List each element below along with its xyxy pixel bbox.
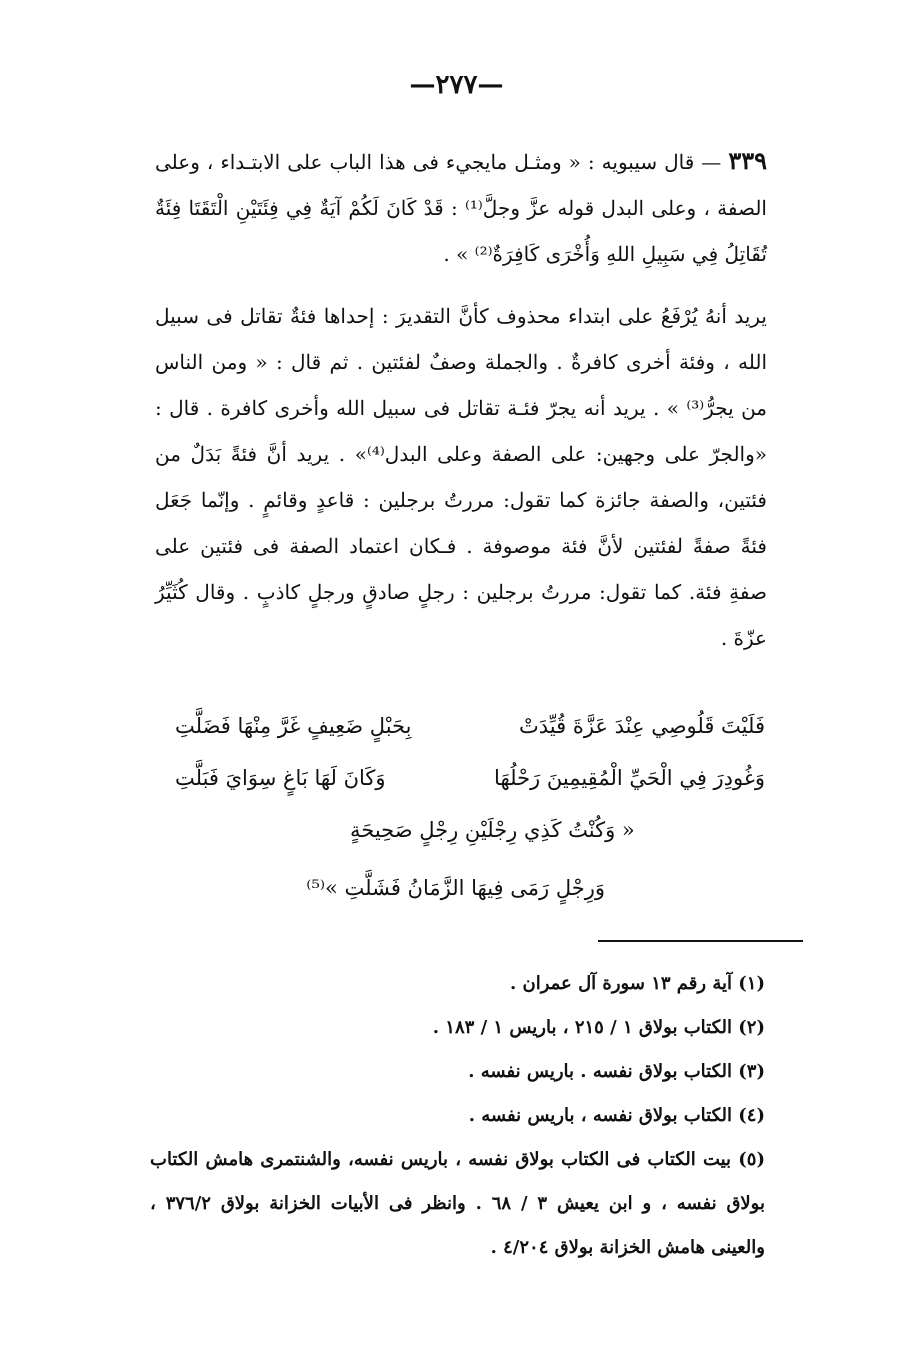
footnote-divider xyxy=(598,940,803,942)
footnotes xyxy=(150,962,765,1270)
footnote-5: (٥) بيت الكتاب فى الكتاب بولاق نفسه ، باريس نفسه، والشنتمرى هامش الكتاب بولاق نفسه ، و ابن يعيش ٣ / ٦٨ . وانظر فى الأبيات الخزانة بولاق ٣٧٦/٢ ، والعينى هامش الخزانة بولاق ٤/٢٠٤ . xyxy=(150,1149,765,1258)
verse-hemistich-second: بِحَبْلٍ ضَعِيفٍ غَرَّ مِنْهَا فَضَلَّتِ xyxy=(175,714,412,738)
footnote-2: (٢) الكتاب بولاق ١ / ٢١٥ ، باريس ١ / ١٨٣ . xyxy=(432,1017,765,1038)
footnote-3: (٣) الكتاب بولاق نفسه . باريس نفسه . xyxy=(468,1061,765,1082)
verse-line-3: « وَكُنْتُ كَذِي رِجْلَيْنِ رِجْلٍ صَحِيحَةٍ xyxy=(350,818,635,842)
verse-line-2 xyxy=(175,752,765,804)
footnote-1: (١) آية رقم ١٣ سورة آل عمران . xyxy=(509,973,765,994)
page-number: —٢٧٧— xyxy=(409,70,504,100)
verse-hemistich-first: فَلَيْتَ قَلُوصِي عِنْدَ عَزَّةَ قُيِّدَتْ xyxy=(518,714,765,738)
verse-line-1 xyxy=(175,700,765,752)
paragraph-339 xyxy=(155,138,767,277)
verse-line-4: وَرِجْلٍ رَمَى فِيهَا الزَّمَانُ فَشَلَّتِ »⁽⁵⁾ xyxy=(306,876,605,900)
paragraph-number: ٣٣٩ xyxy=(728,146,767,175)
verse-hemistich-second: وَكَانَ لَهَا بَاغٍ سِوَايَ فَبَلَّتِ xyxy=(175,766,386,790)
main-text xyxy=(155,138,767,661)
verse-hemistich-first: وَغُودِرَ فِي الْحَيِّ الْمُقِيمِينَ رَحْلُهَا xyxy=(494,766,765,790)
paragraph-commentary: يريد أنهُ يُرْفَعُ على ابتداء محذوف كأنَّ التقديرَ : إحداها فئةٌ تقاتل فى سبيل الله ، وفئة أخرى كافرةٌ . والجملة وصفٌ لفئتين . ثم قال : « ومن الناس من يجرُّ⁽³⁾ » . يريد أنه يجرّ فئـة تقاتل فى سبيل الله وأخرى كافرة . قال : «والجرّ على وجهين: على الصفة وعلى البدل⁽⁴⁾» . يريد أنَّ فئةً بَدَلٌ من فئتين، والصفة جائزة كما تقول: مررتُ برجلين : قاعدٍ وقائمٍ . وإنّما جَعَل فئةً صفةً لفئتين لأنَّ فئة موصوفة . فـكان اعتماد الصفة فى فئتين على صفةِ فئة. كما تقول: مررتُ برجلين : رجلٍ صادقٍ ورجلٍ كاذبٍ . وقال كُثَيِّرُ عزّةَ . xyxy=(155,304,767,650)
paragraph-text: — قال سيبويه : « ومثـل مايجيء فى هذا الباب على الابتـداء ، وعلى الصفة ، وعلى البدل قوله عزَّ وجلَّ⁽¹⁾ : قَدْ كَانَ لَكُمْ آيَةٌ فِي فِئَتَيْنِ الْتَقَتَا فِئَةٌ تُقَاتِلُ فِي سَبِيلِ اللهِ وَأُخْرَى كَافِرَةٌ⁽²⁾ » . xyxy=(155,150,767,266)
poem xyxy=(175,700,765,856)
footnote-4: (٤) الكتاب بولاق نفسه ، باريس نفسه . xyxy=(468,1105,765,1126)
